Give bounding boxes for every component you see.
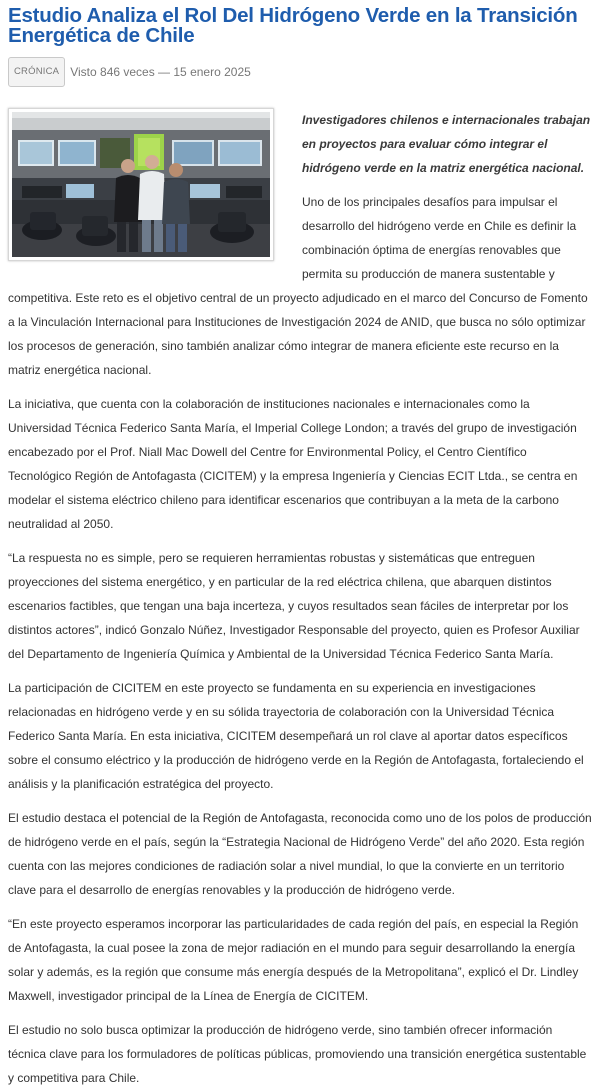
article-paragraph-4: La participación de CICITEM en este proyecto se fundamenta en su experiencia en investigaciones relacionadas en hidrógeno verde y en su sólida trayectoria de colaboración con la Universidad Técnica Federico Santa María. En esta iniciativa, CICITEM desempeñará un rol clave al aportar datos específicos sobre el consumo eléctrico y la producción de hidrógeno verde en la Región de Antofagasta, fortaleciendo el análisis y la planificación estratégica del proyecto.	[8, 681, 584, 791]
category-badge[interactable]: CRÓNICA	[8, 57, 65, 87]
article-paragraph-1: Uno de los principales desafíos para impulsar el desarrollo del hidrógeno verde en Chile es definir la combinación óptima de energías renovables que permita su producción de manera sustentable y competitiva. Este reto es el objetivo central de un proyecto adjudicado en el marco del Concurso de Fomento a la Vinculación Internacional para Instituciones de Investigación 2024 de ANID, que busca no sólo optimizar los procesos de generación, sino también analizar cómo integrar de manera eficiente este recurso en la matriz energética nacional.	[8, 195, 588, 377]
article-paragraph-5: El estudio destaca el potencial de la Región de Antofagasta, reconocida como uno de los polos de producción de hidrógeno verde en el país, según la “Estrategia Nacional de Hidrógeno Verde” del año 2020. Esta región cuenta con las mejores condiciones de radiación solar a nivel mundial, lo que la convierte en un territorio clave para el desarrollo de energías renovables y la producción de hidrógeno verde.	[8, 811, 592, 897]
article-paragraph-2: La iniciativa, que cuenta con la colaboración de instituciones nacionales e internacionales como la Universidad Técnica Federico Santa María, el Imperial College London; a través del grupo de investigación encabezado por el Prof. Niall Mac Dowell del Centre for Environmental Policy, el Centro Científico Tecnológico Región de Antofagasta (CICITEM) y la empresa Ingeniería y Ciencias ECIT Ltda., se centra en modelar el sistema eléctrico chileno para identificar escenarios que contribuyan a la meta de la carbono neutralidad al 2050.	[8, 397, 578, 531]
article-meta	[8, 57, 592, 87]
article-body	[8, 108, 592, 1090]
article-paragraph-6: “En este proyecto esperamos incorporar las particularidades de cada región del país, en especial la Región de Antofagasta, la cual posee la zona de mejor radiación en el mundo para seguir desarrollando la energía solar y además, es la región que consume más energía después de la Metropolitana”, explicó el Dr. Lindley Maxwell, investigador principal de la Línea de Energía de CICITEM.	[8, 917, 579, 1003]
article-photo	[8, 108, 274, 261]
article-title: Estudio Analiza el Rol Del Hidrógeno Verde en la Transición Energética de Chile	[8, 4, 578, 47]
article-paragraph-3: “La respuesta no es simple, pero se requieren herramientas robustas y sistemáticas que entreguen proyecciones del sistema energético, y en particular de la red eléctrica chilena, que abarquen distintos escenarios factibles, que tengan una baja incerteza, y cuyos resultados sean fáciles de interpretar por los distintos actores”, indicó Gonzalo Núñez, Investigador Responsable del proyecto, quien es Profesor Auxiliar del Departamento de Ingeniería Química y Ambiental de la Universidad Técnica Federico Santa María.	[8, 551, 580, 661]
article-lead: Investigadores chilenos e internacionales trabajan en proyectos para evaluar cómo integrar el hidrógeno verde en la matriz energética nacional.	[302, 113, 591, 175]
control-room-photo	[12, 112, 270, 257]
article-paragraph-7: El estudio no solo busca optimizar la producción de hidrógeno verde, sino también ofrecer información técnica clave para los formuladores de políticas públicas, promoviendo una transición energética sustentable y competitiva para Chile.	[8, 1023, 587, 1085]
views-and-date: Visto 846 veces — 15 enero 2025	[70, 65, 251, 79]
